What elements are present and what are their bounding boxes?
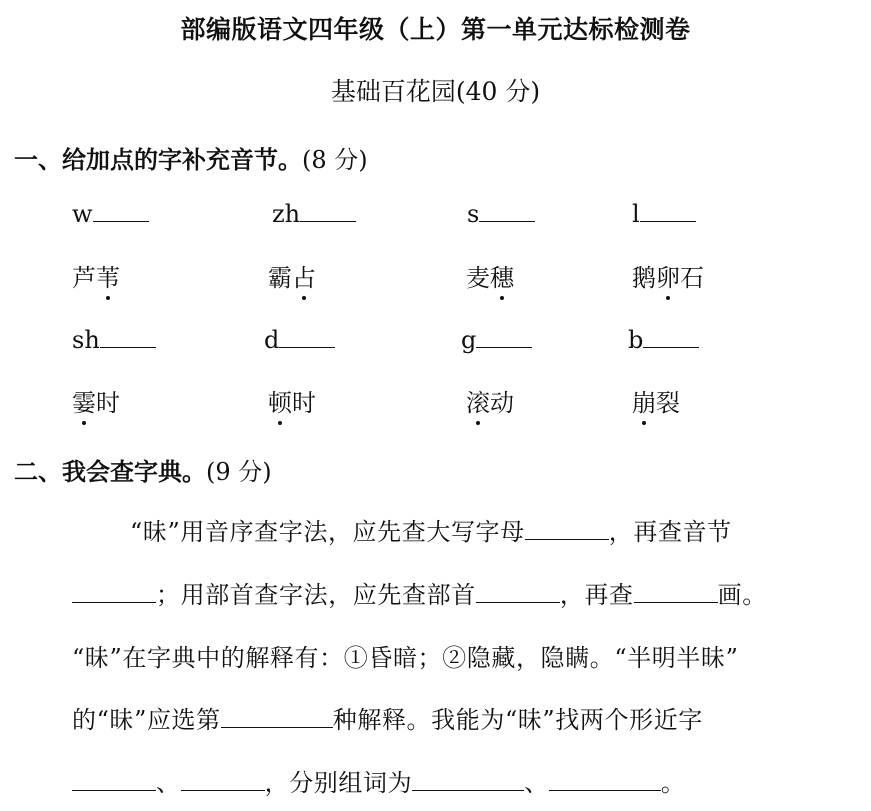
dotted-char: 苇	[96, 258, 120, 293]
answer-blank[interactable]	[412, 770, 524, 791]
paragraph-line	[72, 638, 738, 673]
pinyin-item	[467, 200, 535, 228]
word-char: 石	[680, 264, 704, 292]
pinyin-item	[272, 200, 356, 228]
word-item	[72, 383, 120, 418]
pinyin-initial: g	[461, 326, 477, 354]
pinyin-initial: s	[467, 200, 480, 228]
question-2-label: 二、我会查字典。	[14, 458, 206, 486]
answer-blank[interactable]	[476, 582, 560, 603]
pinyin-item	[72, 326, 156, 354]
answer-blank[interactable]	[279, 327, 335, 348]
paragraph-line	[72, 763, 685, 798]
pinyin-item	[264, 326, 335, 354]
text-segment: ；用部首查字法，应先查部首	[156, 581, 476, 609]
text-segment: 的“昧”应选第	[72, 706, 221, 734]
answer-blank[interactable]	[72, 770, 156, 791]
word-item	[268, 258, 316, 293]
paragraph-line	[72, 575, 767, 610]
page-title: 部编版语文四年级（上）第一单元达标检测卷	[180, 15, 691, 44]
dotted-char: 霎	[72, 383, 96, 418]
word-item	[466, 258, 514, 293]
text-segment: 。	[660, 769, 686, 797]
word-item	[72, 258, 120, 293]
text-segment: 、	[156, 769, 181, 797]
question-1-label: 一、给加点的字补充音节。	[14, 146, 302, 174]
pinyin-initial: l	[632, 200, 640, 228]
word-item	[268, 383, 316, 418]
dotted-char: 占	[292, 258, 316, 293]
dotted-char: 崩	[632, 383, 656, 418]
section-subtitle: 基础百花园(40 分)	[330, 77, 541, 106]
answer-blank[interactable]	[476, 327, 532, 348]
pinyin-initial: w	[72, 200, 93, 228]
word-item	[632, 383, 680, 418]
answer-blank[interactable]	[640, 201, 696, 222]
paragraph-line	[130, 512, 732, 547]
pinyin-initial: sh	[72, 326, 100, 354]
word-char: 芦	[72, 264, 96, 292]
dotted-char: 顿	[268, 383, 292, 418]
answer-blank[interactable]	[100, 327, 156, 348]
dotted-char: 卵	[656, 258, 680, 293]
answer-blank[interactable]	[634, 582, 718, 603]
word-item	[466, 383, 514, 418]
answer-blank[interactable]	[479, 201, 535, 222]
pinyin-item	[632, 200, 696, 228]
paragraph-line	[72, 700, 703, 735]
question-2-heading	[14, 452, 272, 487]
text-segment: “昧”用音序查字法，应先查大写字母	[130, 518, 525, 546]
text-segment: 、	[524, 769, 549, 797]
answer-blank[interactable]	[300, 201, 356, 222]
word-char: 鹅	[632, 264, 656, 292]
question-1-heading	[14, 140, 368, 175]
word-item	[632, 258, 704, 293]
answer-blank[interactable]	[221, 707, 333, 728]
answer-blank[interactable]	[72, 582, 156, 603]
word-char: 麦	[466, 264, 490, 292]
text-segment: ，再查音节	[608, 518, 732, 546]
pinyin-item	[461, 326, 532, 354]
word-char: 时	[292, 389, 316, 417]
answer-blank[interactable]	[525, 519, 609, 540]
text-segment: ，再查	[559, 581, 634, 609]
dotted-char: 穗	[490, 258, 514, 293]
text-segment: “昧”在字典中的解释有：①昏暗；②隐藏，隐瞒。“半明半昧”	[72, 644, 739, 672]
pinyin-item	[72, 200, 149, 228]
word-char: 霸	[268, 264, 292, 292]
word-char: 时	[96, 389, 120, 417]
dotted-char: 滚	[466, 383, 490, 418]
pinyin-initial: b	[628, 326, 644, 354]
answer-blank[interactable]	[549, 770, 661, 791]
answer-blank[interactable]	[643, 327, 699, 348]
word-char: 裂	[656, 389, 680, 417]
word-char: 动	[490, 389, 514, 417]
answer-blank[interactable]	[181, 770, 265, 791]
pinyin-initial: d	[264, 326, 280, 354]
text-segment: ，分别组词为	[264, 769, 413, 797]
pinyin-initial: zh	[272, 200, 301, 228]
question-1-score: (8 分)	[302, 146, 368, 174]
question-2-score: (9 分)	[206, 458, 272, 486]
pinyin-item	[628, 326, 699, 354]
answer-blank[interactable]	[93, 201, 149, 222]
text-segment: 画。	[717, 581, 767, 609]
text-segment: 种解释。我能为“昧”找两个形近字	[332, 706, 703, 734]
